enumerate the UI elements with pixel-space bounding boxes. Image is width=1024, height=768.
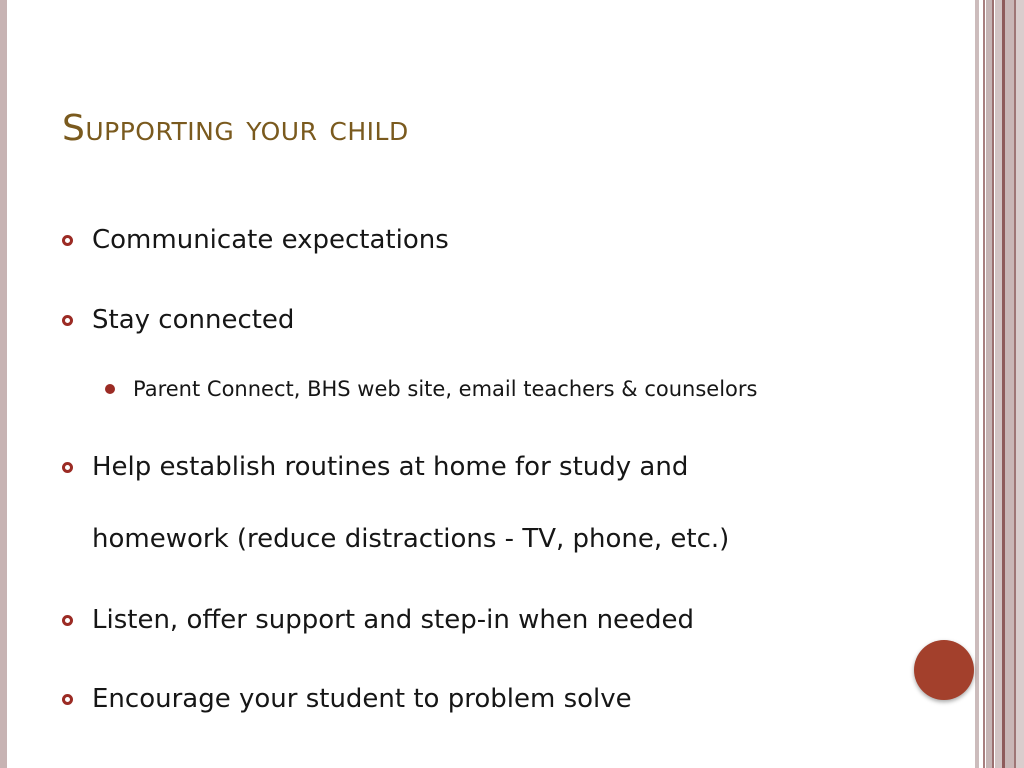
slide-title: Supporting your child: [62, 108, 409, 149]
bullet-item: [62, 453, 688, 481]
right-decor-stripe: [995, 0, 1002, 768]
ring-bullet-icon: [62, 615, 73, 626]
ring-bullet-icon: [62, 235, 73, 246]
bullet-text: Listen, offer support and step-in when needed: [92, 605, 695, 635]
right-decor-stripe: [1016, 0, 1024, 768]
bullet-text: Communicate expectations: [92, 225, 449, 255]
bullet-continuation-text: homework (reduce distractions - TV, phone, etc.): [92, 524, 730, 554]
right-decor-stripe: [992, 0, 994, 768]
right-decor-stripe: [975, 0, 979, 768]
bullet-item: [62, 226, 449, 254]
right-decor-stripe: [1005, 0, 1014, 768]
sub-bullet-item: [105, 377, 757, 401]
ring-bullet-icon: [62, 694, 73, 705]
ring-bullet-icon: [62, 315, 73, 326]
bullet-item: [62, 606, 694, 634]
sub-bullet-text: Parent Connect, BHS web site, email teachers & counselors: [133, 377, 758, 401]
bullet-item: [62, 685, 632, 713]
bullet-item: [62, 306, 294, 334]
next-slide-circle-button[interactable]: [914, 640, 974, 700]
ring-bullet-icon: [62, 462, 73, 473]
right-decor-stripe: [983, 0, 985, 768]
left-border-stripe: [0, 0, 7, 768]
dot-bullet-icon: [105, 384, 115, 394]
bullet-text: Stay connected: [92, 305, 295, 335]
bullet-text: Help establish routines at home for study and: [92, 452, 689, 482]
bullet-text: Encourage your student to problem solve: [92, 684, 632, 714]
